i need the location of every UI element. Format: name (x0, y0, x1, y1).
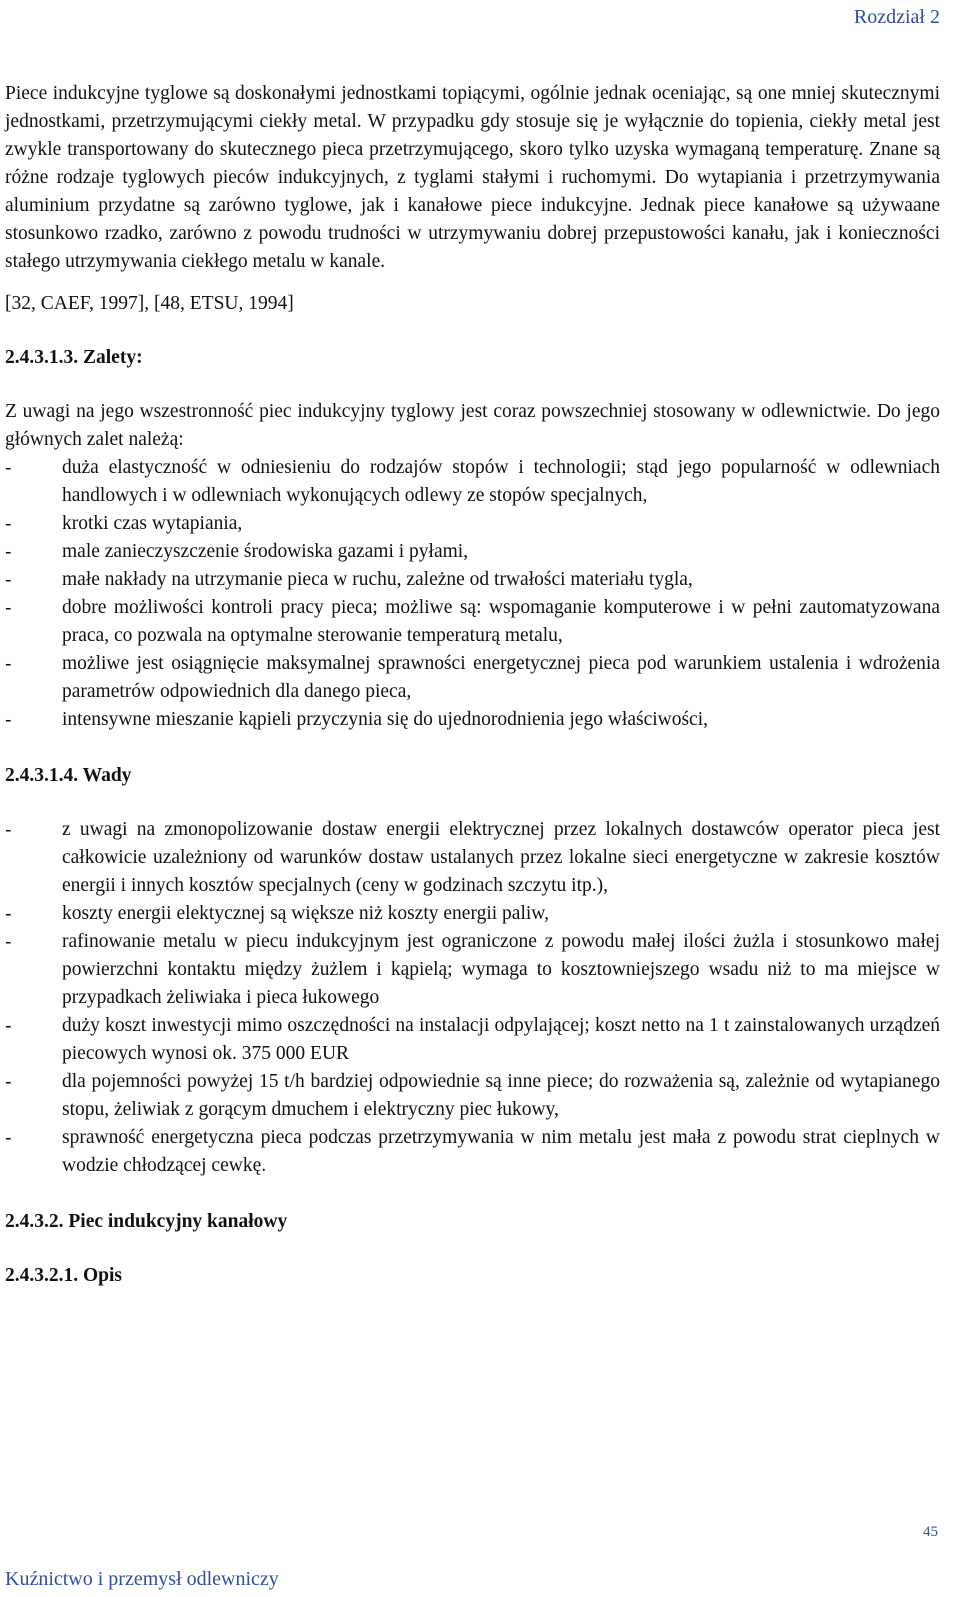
dash-bullet: - (5, 903, 12, 925)
dash-bullet: - (5, 457, 12, 479)
dash-bullet: - (5, 1015, 12, 1037)
list-item: - koszty energii elektycznej są większe niż koszty energii paliw, (5, 900, 940, 928)
disadvantages-list (5, 816, 940, 1180)
dash-bullet: - (5, 931, 12, 953)
list-item: - krotki czas wytapiania, (5, 510, 940, 538)
advantages-list (5, 454, 940, 734)
dash-bullet: - (5, 1071, 12, 1093)
dash-bullet: - (5, 569, 12, 591)
dash-bullet: - (5, 597, 12, 619)
advantages-heading: 2.4.3.1.3. Zalety: (5, 347, 143, 368)
list-item: - możliwe jest osiągnięcie maksymalnej sprawności energetycznej pieca pod warunkiem ustalenia i wdrożenia parametrów odpowiednich dla danego pieca, (5, 650, 940, 706)
dash-bullet: - (5, 819, 12, 841)
page-number: 45 (923, 1524, 938, 1540)
list-item: - z uwagi na zmonopolizowanie dostaw energii elektrycznej przez lokalnych dostawców operator pieca jest całkowicie uzależniony od warunków dostaw ustalanych przez lokalne sieci energetyczne w zakresie kosztów energii i innych kosztów specjalnych (ceny w godzinach szczytu itp.), (5, 816, 940, 900)
list-item: - intensywne mieszanie kąpieli przyczynia się do ujednorodnienia jego właściwości, (5, 706, 940, 734)
disadvantages-heading: 2.4.3.1.4. Wady (5, 765, 132, 786)
footer-title: Kuźnictwo i przemysł odlewniczy (5, 1568, 279, 1590)
list-item: - dla pojemności powyżej 15 t/h bardziej odpowiednie są inne piece; do rozważenia są, zależnie od wytapianego stopu, żeliwiak z gorącym dmuchem i elektryczny piec łukowy, (5, 1068, 940, 1124)
list-item: - duża elastyczność w odniesieniu do rodzajów stopów i technologii; stąd jego popularność w odlewniach handlowych i w odlewniach wykonujących odlewy ze stopów specjalnych, (5, 454, 940, 510)
description-subheading: 2.4.3.2.1. Opis (5, 1265, 123, 1286)
dash-bullet: - (5, 541, 12, 563)
chapter-header: Rozdział 2 (853, 6, 940, 28)
list-item: - małe nakłady na utrzymanie pieca w ruchu, zależne od trwałości materiału tygla, (5, 566, 940, 594)
list-item: - sprawność energetyczna pieca podczas przetrzymywania w nim metalu jest mała z powodu strat cieplnych w wodzie chłodzącej cewkę. (5, 1124, 940, 1180)
dash-bullet: - (5, 513, 12, 535)
dash-bullet: - (5, 653, 12, 675)
list-item: - dobre możliwości kontroli pracy pieca; możliwe są: wspomaganie komputerowe i w pełni zautomatyzowana praca, co pozwala na optymalne sterowanie temperaturą metalu, (5, 594, 940, 650)
reference-citation: [32, CAEF, 1997], [48, ETSU, 1994] (5, 293, 294, 314)
list-item: - male zanieczyszczenie środowiska gazami i pyłami, (5, 538, 940, 566)
dash-bullet: - (5, 1127, 12, 1149)
dash-bullet: - (5, 709, 12, 731)
list-item: - duży koszt inwestycji mimo oszczędności na instalacji odpylającej; koszt netto na 1 t zainstalowanych urządzeń piecowych wynosi ok. 375 000 EUR (5, 1012, 940, 1068)
list-item: - rafinowanie metalu w piecu indukcyjnym jest ograniczone z powodu małej ilości żużla i stosunkowo małej powierzchni kontaktu między żużlem i kąpielą; wymaga to kosztowniejszego wsadu niż to ma miejsce w przypadkach żeliwiaka i pieca łukowego (5, 928, 940, 1012)
channel-furnace-heading: 2.4.3.2. Piec indukcyjny kanałowy (5, 1211, 288, 1232)
advantages-intro: Z uwagi na jego wszestronność piec indukcyjny tyglowy jest coraz powszechniej stosowany w odlewnictwie. Do jego głównych zalet należą: (5, 401, 940, 450)
document-body (5, 80, 940, 1316)
intro-paragraph: Piece indukcyjne tyglowe są doskonałymi jednostkami topiącymi, ogólnie jednak oceniając, są one mniej skutecznymi jednostkami, przetrzymującymi ciekły metal. W przypadku gdy stosuje się je wyłącznie do topienia, ciekły metal jest zwykle transportowany do skutecznego pieca przetrzymującego, skoro tylko uzyska wymaganą temperaturę. Znane są różne rodzaje tyglowych pieców indukcyjnych, z tyglami stałymi i ruchomymi. Do wytapiania i przetrzymywania aluminium przydatne są zarówno tyglowe, jak i kanałowe piece indukcyjne. Jednak piece kanałowe są używaane stosunkowo rzadko, zarówno z powodu trudności w utrzymywaniu dobrej przepustowości kanału, jak i konieczności stałego utrzymywania ciekłego metalu w kanale. (5, 83, 940, 272)
